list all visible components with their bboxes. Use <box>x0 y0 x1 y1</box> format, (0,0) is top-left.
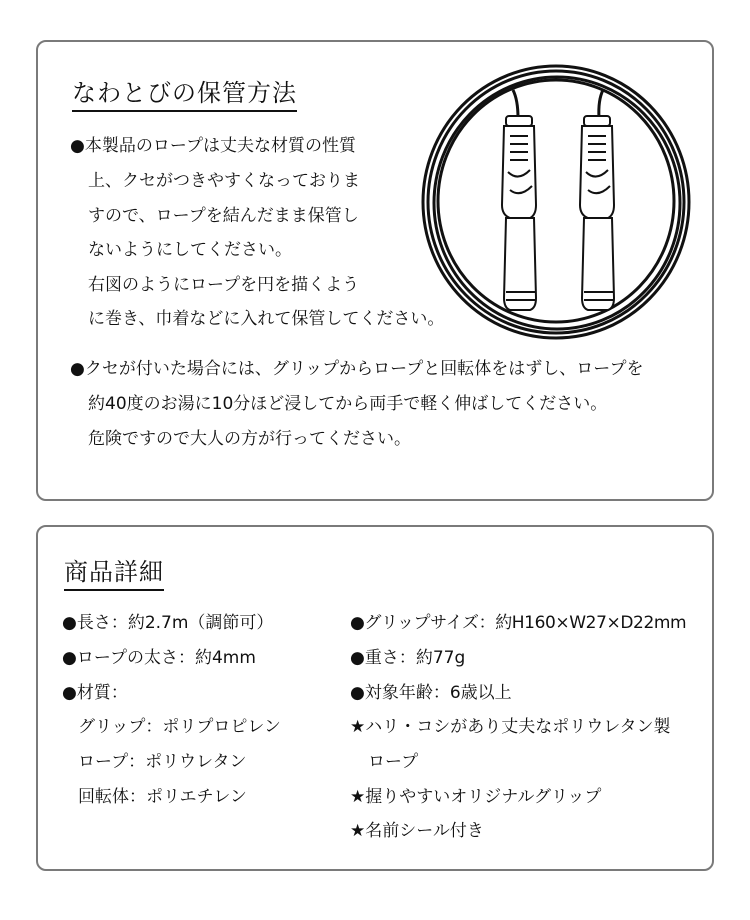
details-right-line: ロープ <box>368 752 419 772</box>
details-title: 商品詳細 <box>64 557 164 591</box>
storage-text-line: 約40度のお湯に10分ほど浸してから両手で軽く伸ばしてください。 <box>88 394 608 414</box>
details-left-line: ●ロープの太さ：約4mm <box>62 648 256 668</box>
storage-title: なわとびの保管方法 <box>72 78 297 112</box>
grip-left-icon <box>502 116 536 310</box>
details-right-line: ●グリップサイズ：約H160×W27×D22mm <box>350 613 687 633</box>
details-right-line: ★ハリ・コシがあり丈夫なポリウレタン製 <box>350 717 671 737</box>
details-right-line: ●重さ：約77g <box>350 648 466 668</box>
storage-text-line: 上、クセがつきやすくなっておりま <box>88 171 360 191</box>
storage-text-line: 右図のようにロープを円を描くよう <box>88 275 360 295</box>
storage-text-line: ●クセが付いた場合には、グリップからロープと回転体をはずし、ロープを <box>70 359 644 379</box>
details-left-line: ●材質： <box>62 683 128 703</box>
details-right-line: ★握りやすいオリジナルグリップ <box>350 787 602 807</box>
storage-text-line: ないようにしてください。 <box>88 240 292 260</box>
details-left-line: ロープ：ポリウレタン <box>78 752 247 772</box>
details-card <box>36 525 714 871</box>
details-left-line: ●長さ：約2.7m（調節可） <box>62 613 274 633</box>
details-right-line: ●対象年齢：6歳以上 <box>350 683 512 703</box>
storage-text-line: に巻き、巾着などに入れて保管してください。 <box>88 309 445 329</box>
details-left-line: グリップ：ポリプロピレン <box>78 717 281 737</box>
storage-text-line: 危険ですので大人の方が行ってください。 <box>88 429 411 449</box>
details-right-line: ★名前シール付き <box>350 821 484 841</box>
jump-rope-illustration <box>418 60 696 342</box>
storage-card <box>36 40 714 501</box>
details-left-line: 回転体：ポリエチレン <box>78 787 247 807</box>
storage-text-line: ●本製品のロープは丈夫な材質の性質 <box>70 136 356 156</box>
storage-text-line: すので、ロープを結んだまま保管し <box>88 206 359 226</box>
grip-right-icon <box>580 116 614 310</box>
